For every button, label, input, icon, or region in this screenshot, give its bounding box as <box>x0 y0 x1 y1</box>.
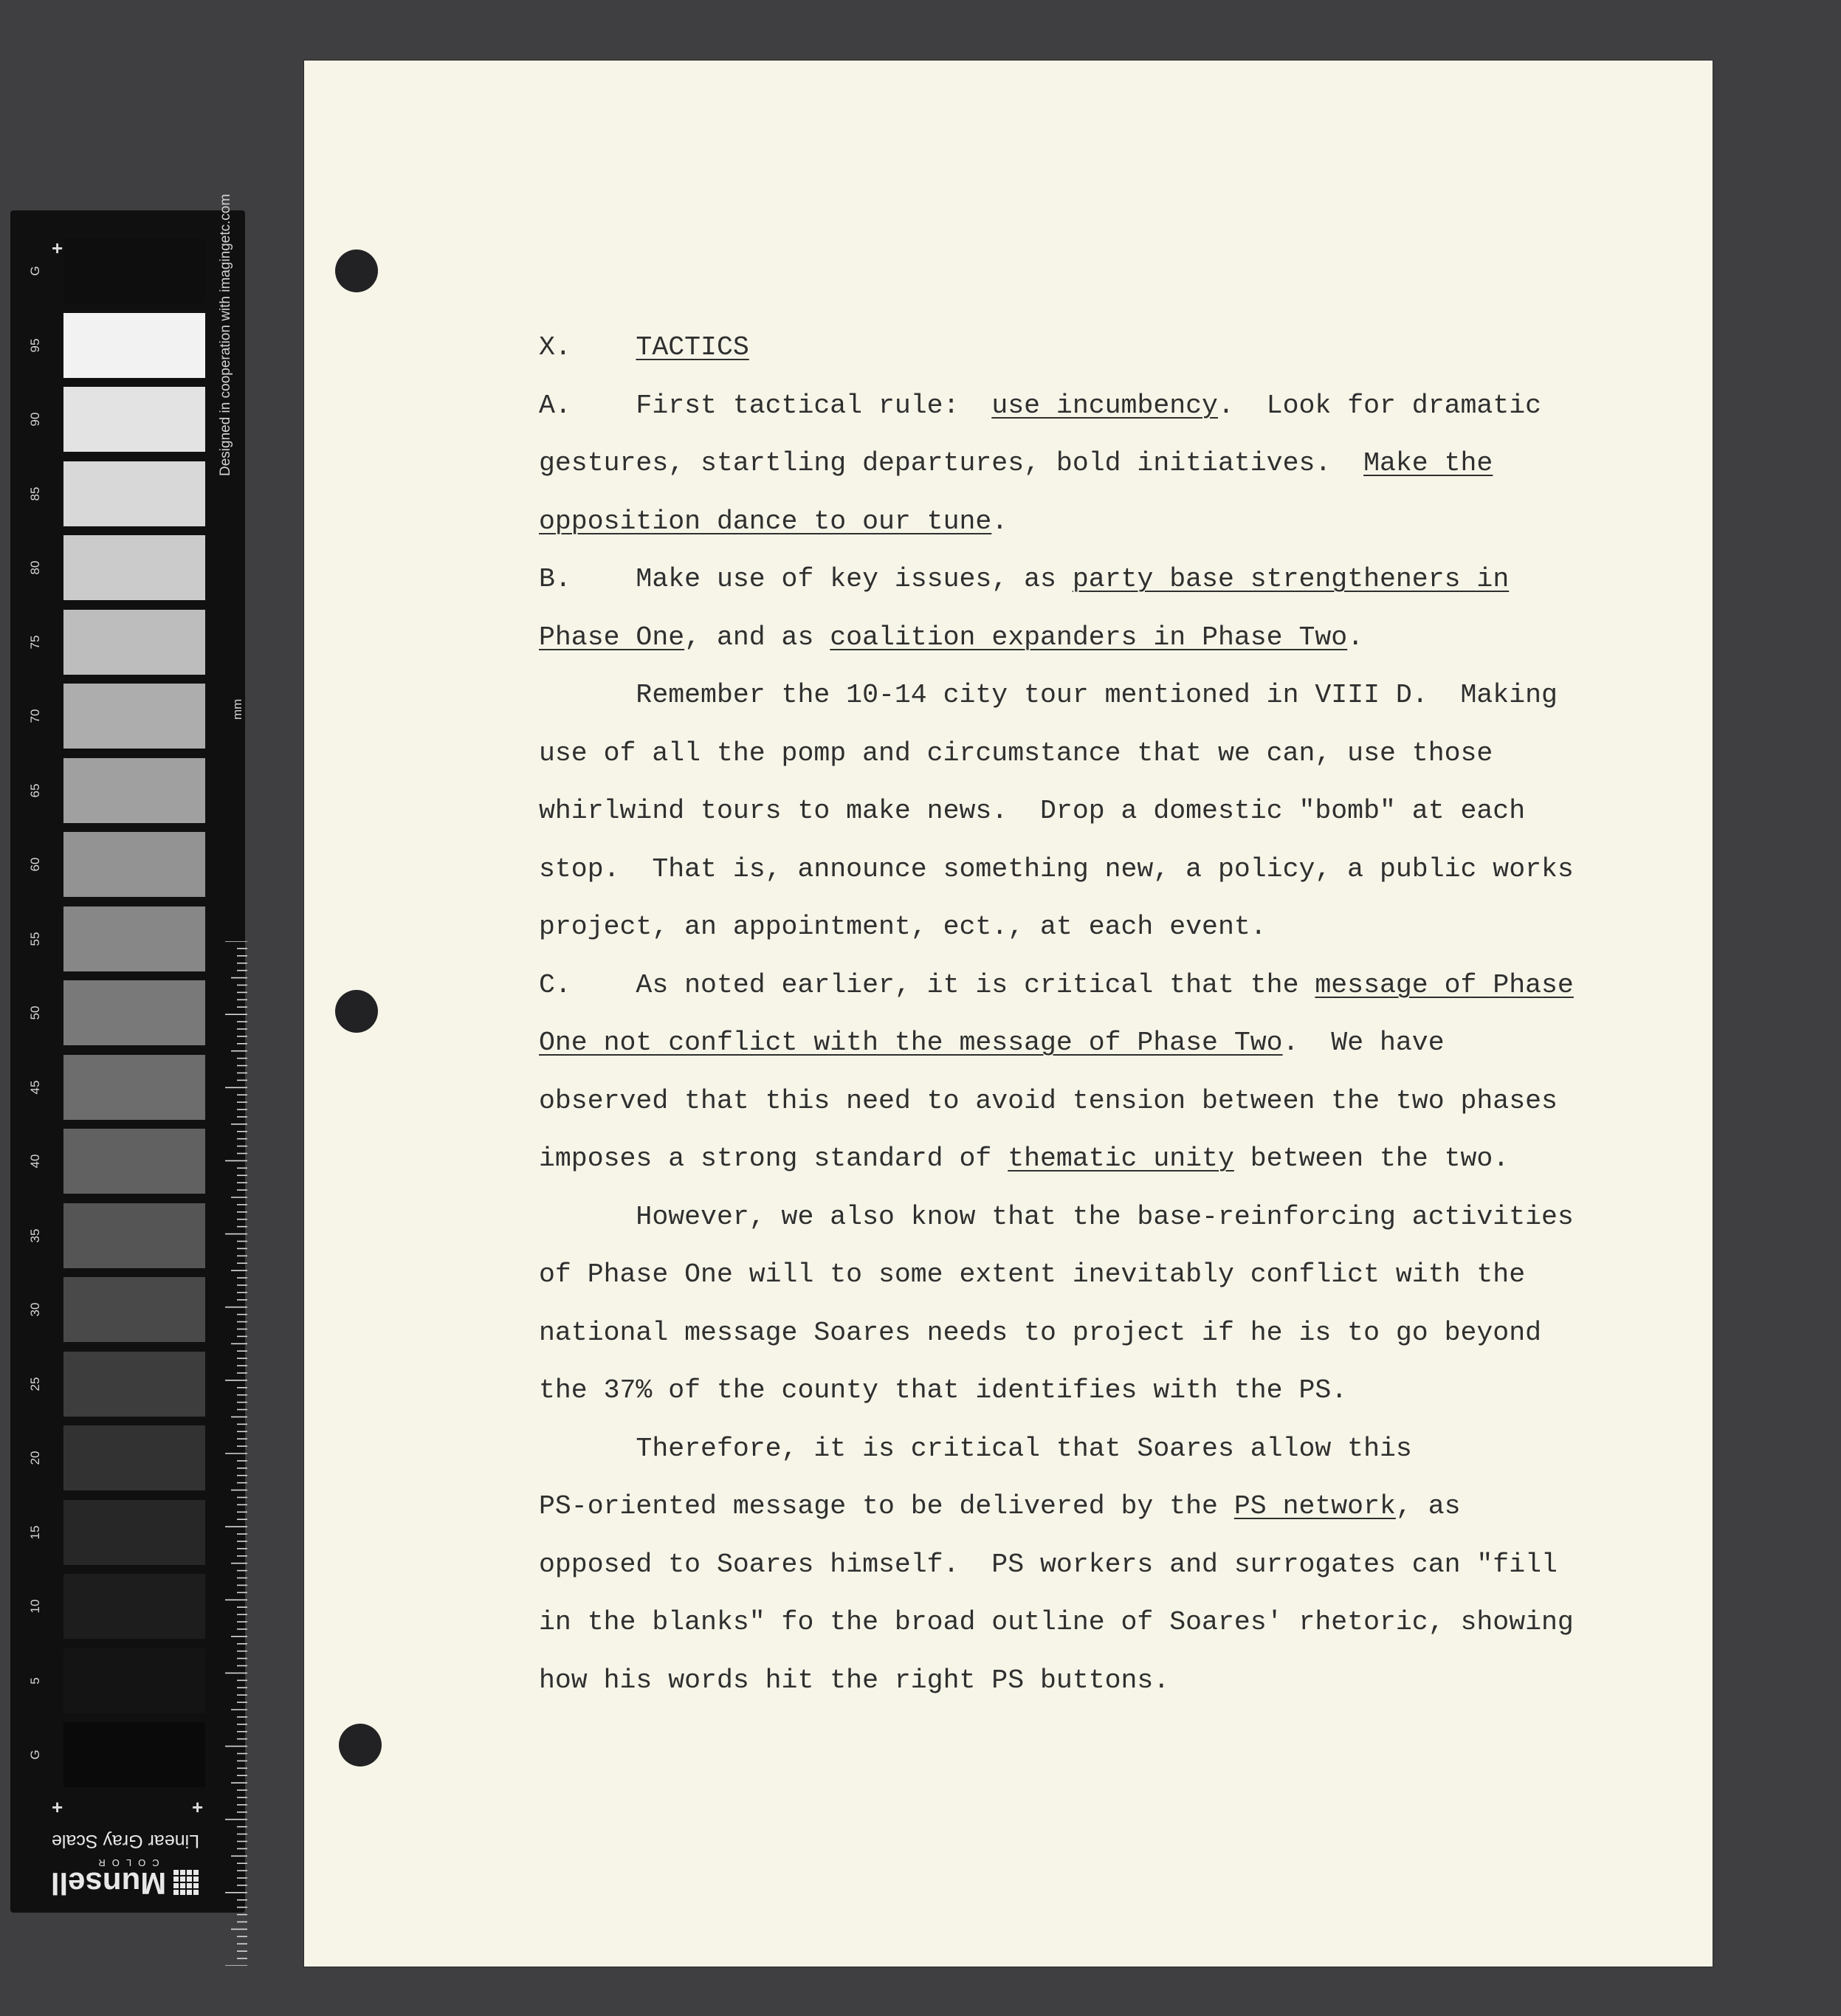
gray-patch-label: 30 <box>28 1302 42 1317</box>
text-line <box>539 782 1690 841</box>
gray-patch-label: 85 <box>28 486 42 500</box>
gray-patch-label: 60 <box>28 857 42 872</box>
gray-patch <box>63 1500 205 1565</box>
gray-patch <box>63 535 205 600</box>
text-run: Therefore, it is critical that Soares allow this <box>539 1433 1412 1464</box>
gray-patch-label: 70 <box>28 709 42 723</box>
text-run: in the blanks" fo the broad outline of Soares' rhetoric, showing <box>539 1607 1574 1637</box>
text-run: whirlwind tours to make news. Drop a domestic "bomb" at each <box>539 796 1526 826</box>
card-credit-text: Designed in cooperation with imagingetc.com <box>218 193 233 476</box>
text-line <box>539 609 1690 667</box>
munsell-logo-icon <box>173 1870 200 1896</box>
gray-patch <box>63 906 205 971</box>
text-line <box>539 957 1690 1015</box>
plus-mark: + <box>52 1796 63 1818</box>
gray-patch <box>63 1425 205 1490</box>
underlined-text: party base strengtheners in <box>1072 564 1510 594</box>
punch-hole <box>335 990 378 1033</box>
gray-patch-label: 15 <box>28 1525 42 1539</box>
gray-patch-label: 95 <box>28 338 42 352</box>
gray-patch-label: 50 <box>28 1005 42 1020</box>
gray-patch-label: 90 <box>28 412 42 427</box>
gray-patch <box>63 610 205 675</box>
text-run: of Phase One will to some extent inevitably conflict with the <box>539 1259 1526 1290</box>
text-line <box>539 667 1690 725</box>
underlined-text: Make the <box>1363 448 1493 478</box>
text-line <box>539 1362 1690 1420</box>
gray-patch <box>63 1574 205 1639</box>
gray-patch <box>63 1129 205 1194</box>
text-line <box>539 551 1690 609</box>
plus-mark: + <box>192 1796 204 1818</box>
underlined-text: Phase One <box>539 622 685 653</box>
gray-patch-label: 25 <box>28 1377 42 1391</box>
gray-patch-label: 65 <box>28 783 42 797</box>
text-line <box>539 319 1690 377</box>
typed-text <box>539 319 1690 1710</box>
text-line <box>539 1594 1690 1652</box>
gray-patch-label: G <box>28 266 42 276</box>
gray-patch-label: 75 <box>28 635 42 649</box>
gray-patch <box>63 758 205 823</box>
text-run: A. First tactical rule: <box>539 390 992 421</box>
text-line <box>539 493 1690 551</box>
gray-patch <box>63 980 205 1045</box>
underlined-text: thematic unity <box>1008 1143 1234 1174</box>
text-run: imposes a strong standard of <box>539 1143 1008 1174</box>
punch-hole <box>339 1724 382 1766</box>
text-run: C. As noted earlier, it is critical that the <box>539 969 1315 1000</box>
text-line <box>539 725 1690 783</box>
text-line <box>539 1188 1690 1247</box>
gray-patch <box>63 1277 205 1342</box>
gray-patch <box>63 684 205 749</box>
brand-sub: COLOR <box>92 1857 159 1868</box>
text-run: use of all the pomp and circumstance that we can, use those <box>539 737 1493 768</box>
text-line <box>539 1073 1690 1131</box>
underlined-text: use incumbency <box>991 390 1218 421</box>
text-run: , and as <box>684 622 830 653</box>
gray-patch-label: G <box>28 1750 42 1760</box>
punch-hole <box>335 250 378 292</box>
text-line <box>539 435 1690 493</box>
text-run: . Look for dramatic <box>1217 390 1542 421</box>
underlined-text: message of Phase <box>1315 969 1574 1000</box>
underlined-text: opposition dance to our tune <box>539 506 992 537</box>
gray-patch <box>63 1352 205 1417</box>
gray-patch-label: 80 <box>28 560 42 575</box>
text-line <box>539 1478 1690 1536</box>
text-run: . <box>1347 622 1364 653</box>
text-run: X. <box>539 332 636 362</box>
gray-patch <box>63 461 205 526</box>
gray-patch-label: 10 <box>28 1599 42 1614</box>
brand-name: Munsell <box>50 1866 167 1901</box>
text-run: B. Make use of key issues, as <box>539 564 1073 594</box>
document-page <box>304 61 1713 1967</box>
gray-patch <box>63 1203 205 1268</box>
text-run: However, we also know that the base-reinforcing activities <box>539 1201 1574 1232</box>
scale-name: Linear Gray Scale <box>51 1831 200 1851</box>
text-line <box>539 1246 1690 1304</box>
text-run: how his words hit the right PS buttons. <box>539 1665 1170 1696</box>
underlined-text: TACTICS <box>636 332 749 362</box>
text-run: PS-oriented message to be delivered by the <box>539 1491 1234 1521</box>
text-run: gestures, startling departures, bold initiatives. <box>539 448 1364 478</box>
gray-patch <box>63 313 205 378</box>
mm-ruler <box>222 941 247 1966</box>
underlined-text: PS network <box>1233 1491 1396 1521</box>
text-line <box>539 1652 1690 1710</box>
gray-patch <box>63 1722 205 1787</box>
gray-patch-label: 5 <box>28 1676 42 1685</box>
underlined-text: One not conflict with the message of Phase Two <box>539 1028 1283 1058</box>
text-line <box>539 1130 1690 1188</box>
gray-patch-label: 40 <box>28 1154 42 1169</box>
gray-patch-label: 55 <box>28 932 42 946</box>
text-line <box>539 1304 1690 1363</box>
ruler-unit-label: mm <box>230 698 244 720</box>
text-run: observed that this need to avoid tension between the two phases <box>539 1085 1558 1116</box>
gray-patch <box>63 387 205 452</box>
text-run: national message Soares needs to project if he is to go beyond <box>539 1317 1542 1348</box>
gray-patch <box>63 1055 205 1120</box>
text-run: , as <box>1395 1491 1461 1521</box>
plus-mark: + <box>52 237 63 259</box>
text-run: the 37% of the county that identifies with the PS. <box>539 1375 1348 1406</box>
text-line <box>539 377 1690 436</box>
text-line <box>539 898 1690 957</box>
gray-scale-card <box>10 210 245 1913</box>
text-run: project, an appointment, ect., at each event. <box>539 912 1267 942</box>
text-line <box>539 841 1690 899</box>
munsell-brand <box>44 1820 207 1901</box>
text-line <box>539 1536 1690 1594</box>
text-run: between the two. <box>1233 1143 1510 1174</box>
text-run: stop. That is, announce something new, a policy, a public works <box>539 853 1574 884</box>
gray-patch <box>63 238 205 303</box>
gray-patch-label: 45 <box>28 1080 42 1094</box>
text-line <box>539 1420 1690 1479</box>
gray-patch-label: 35 <box>28 1228 42 1242</box>
gray-patch <box>63 832 205 897</box>
underlined-text: coalition expanders in Phase Two <box>830 622 1348 653</box>
text-run: . <box>991 506 1008 537</box>
gray-patch <box>63 1648 205 1713</box>
text-line <box>539 1014 1690 1073</box>
text-run: . We have <box>1282 1028 1445 1058</box>
text-run: Remember the 10-14 city tour mentioned in VIII D. Making <box>539 680 1558 710</box>
text-run: opposed to Soares himself. PS workers and surrogates can "fill <box>539 1549 1558 1580</box>
gray-patch-label: 20 <box>28 1451 42 1465</box>
